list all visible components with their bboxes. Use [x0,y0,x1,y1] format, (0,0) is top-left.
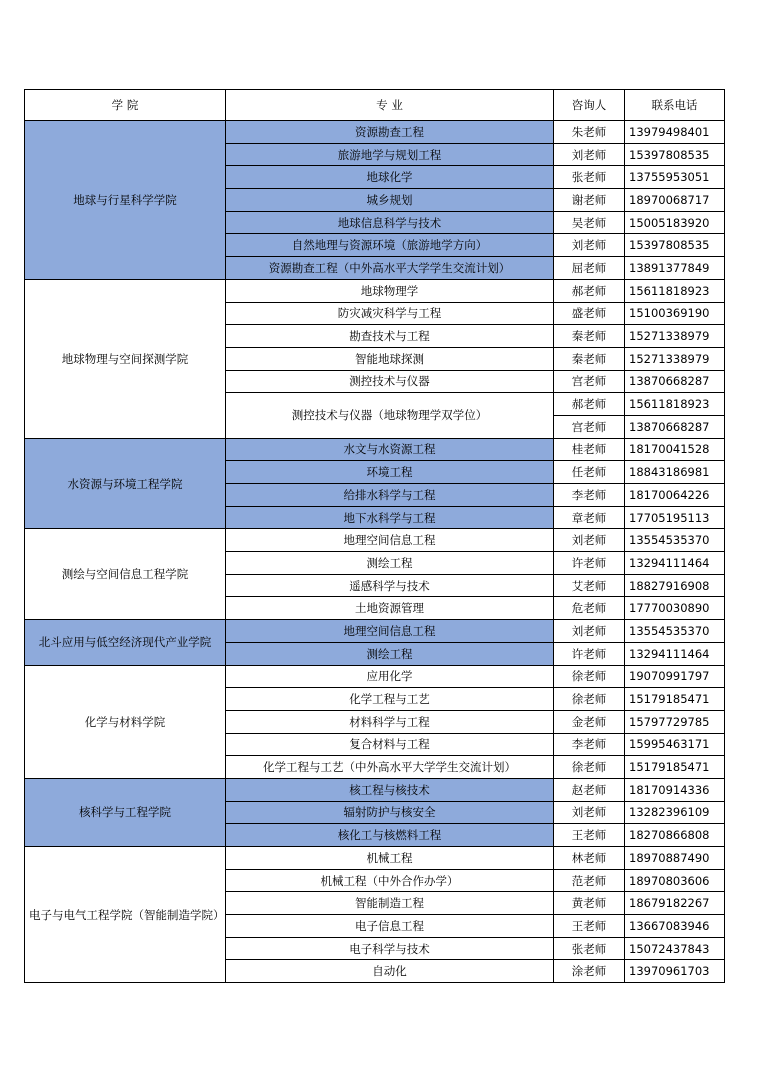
phone-cell: 15611818923 [625,279,725,302]
table-header-row [25,90,725,121]
contact-person-cell: 郝老师 [554,279,625,302]
phone-cell: 18970068717 [625,189,725,212]
major-cell: 旅游地学与规划工程 [226,143,554,166]
contact-person-cell: 任老师 [554,461,625,484]
phone-cell: 13870668287 [625,415,725,438]
phone-cell: 13294111464 [625,642,725,665]
contact-person-cell: 许老师 [554,642,625,665]
contact-person-cell: 郝老师 [554,393,625,416]
phone-cell: 13970961703 [625,960,725,983]
contact-person-cell: 张老师 [554,937,625,960]
major-cell: 遥感科学与技术 [226,574,554,597]
contact-person-cell: 徐老师 [554,688,625,711]
major-cell: 机械工程（中外合作办学） [226,869,554,892]
phone-cell: 13891377849 [625,257,725,280]
table-row [25,438,725,461]
major-cell: 勘查技术与工程 [226,325,554,348]
major-cell: 化学工程与工艺 [226,688,554,711]
phone-cell: 17770030890 [625,597,725,620]
contact-person-cell: 许老师 [554,552,625,575]
table-row [25,778,725,801]
college-cell: 地球物理与空间探测学院 [25,279,226,438]
phone-cell: 15005183920 [625,211,725,234]
phone-cell: 15611818923 [625,393,725,416]
table-row [25,847,725,870]
phone-cell: 13554535370 [625,620,725,643]
contact-person-cell: 秦老师 [554,325,625,348]
contact-person-cell: 桂老师 [554,438,625,461]
major-cell: 智能地球探测 [226,347,554,370]
phone-cell: 15179185471 [625,688,725,711]
contact-person-cell: 章老师 [554,506,625,529]
phone-cell: 19070991797 [625,665,725,688]
major-cell: 复合材料与工程 [226,733,554,756]
contact-person-cell: 刘老师 [554,234,625,257]
phone-cell: 18970887490 [625,847,725,870]
phone-cell: 15397808535 [625,234,725,257]
major-cell: 资源勘查工程 [226,121,554,144]
major-cell: 智能制造工程 [226,892,554,915]
contact-person-cell: 宫老师 [554,370,625,393]
contact-person-cell: 黄老师 [554,892,625,915]
major-cell: 测控技术与仪器（地球物理学双学位） [226,393,554,438]
college-cell: 测绘与空间信息工程学院 [25,529,226,620]
college-cell: 北斗应用与低空经济现代产业学院 [25,620,226,665]
major-cell: 测绘工程 [226,552,554,575]
contact-person-cell: 刘老师 [554,529,625,552]
college-cell: 地球与行星科学学院 [25,121,226,280]
phone-cell: 18679182267 [625,892,725,915]
college-cell: 核科学与工程学院 [25,778,226,846]
phone-cell: 13667083946 [625,915,725,938]
major-cell: 地球信息科学与技术 [226,211,554,234]
phone-cell: 15179185471 [625,756,725,779]
phone-cell: 15397808535 [625,143,725,166]
college-cell: 水资源与环境工程学院 [25,438,226,529]
phone-cell: 15797729785 [625,710,725,733]
phone-cell: 15100369190 [625,302,725,325]
major-cell: 防灾减灾科学与工程 [226,302,554,325]
major-cell: 自然地理与资源环境（旅游地学方向） [226,234,554,257]
phone-cell: 17705195113 [625,506,725,529]
table-row [25,529,725,552]
college-cell: 化学与材料学院 [25,665,226,778]
phone-cell: 13554535370 [625,529,725,552]
contact-person-cell: 李老师 [554,484,625,507]
contact-person-cell: 范老师 [554,869,625,892]
phone-cell: 18270866808 [625,824,725,847]
phone-cell: 15995463171 [625,733,725,756]
table-body [25,121,725,983]
header-college: 学 院 [25,90,226,121]
major-cell: 材料科学与工程 [226,710,554,733]
table-row [25,279,725,302]
phone-cell: 15072437843 [625,937,725,960]
major-cell: 地球物理学 [226,279,554,302]
major-cell: 应用化学 [226,665,554,688]
phone-cell: 13870668287 [625,370,725,393]
major-cell: 测控技术与仪器 [226,370,554,393]
contact-person-cell: 朱老师 [554,121,625,144]
major-cell: 土地资源管理 [226,597,554,620]
contact-person-cell: 林老师 [554,847,625,870]
contact-person-cell: 张老师 [554,166,625,189]
contact-person-cell: 谢老师 [554,189,625,212]
contact-person-cell: 刘老师 [554,143,625,166]
table-row [25,665,725,688]
contact-person-cell: 刘老师 [554,801,625,824]
contact-person-cell: 徐老师 [554,665,625,688]
major-cell: 机械工程 [226,847,554,870]
phone-cell: 13282396109 [625,801,725,824]
major-cell: 地理空间信息工程 [226,620,554,643]
major-cell: 城乡规划 [226,189,554,212]
major-cell: 核工程与核技术 [226,778,554,801]
phone-cell: 18170064226 [625,484,725,507]
major-cell: 地球化学 [226,166,554,189]
major-cell: 地下水科学与工程 [226,506,554,529]
college-cell: 电子与电气工程学院（智能制造学院） [25,847,226,983]
contact-person-cell: 危老师 [554,597,625,620]
major-cell: 给排水科学与工程 [226,484,554,507]
contact-person-cell: 李老师 [554,733,625,756]
contact-person-cell: 艾老师 [554,574,625,597]
major-cell: 自动化 [226,960,554,983]
phone-cell: 15271338979 [625,347,725,370]
contact-person-cell: 盛老师 [554,302,625,325]
phone-cell: 18170914336 [625,778,725,801]
major-cell: 地理空间信息工程 [226,529,554,552]
contact-person-cell: 赵老师 [554,778,625,801]
major-cell: 电子科学与技术 [226,937,554,960]
header-phone: 联系电话 [625,90,725,121]
phone-cell: 18827916908 [625,574,725,597]
major-cell: 资源勘查工程（中外高水平大学学生交流计划） [226,257,554,280]
contact-person-cell: 王老师 [554,915,625,938]
major-cell: 环境工程 [226,461,554,484]
contact-table [24,89,725,983]
phone-cell: 13294111464 [625,552,725,575]
contact-person-cell: 徐老师 [554,756,625,779]
major-cell: 辐射防护与核安全 [226,801,554,824]
phone-cell: 13755953051 [625,166,725,189]
major-cell: 电子信息工程 [226,915,554,938]
contact-person-cell: 屈老师 [554,257,625,280]
phone-cell: 13979498401 [625,121,725,144]
contact-person-cell: 王老师 [554,824,625,847]
contact-person-cell: 秦老师 [554,347,625,370]
contact-person-cell: 吴老师 [554,211,625,234]
phone-cell: 18170041528 [625,438,725,461]
contact-person-cell: 金老师 [554,710,625,733]
contact-person-cell: 刘老师 [554,620,625,643]
phone-cell: 15271338979 [625,325,725,348]
major-cell: 化学工程与工艺（中外高水平大学学生交流计划） [226,756,554,779]
phone-cell: 18970803606 [625,869,725,892]
contact-person-cell: 涂老师 [554,960,625,983]
phone-cell: 18843186981 [625,461,725,484]
table-row [25,121,725,144]
major-cell: 测绘工程 [226,642,554,665]
major-cell: 核化工与核燃料工程 [226,824,554,847]
contact-person-cell: 宫老师 [554,415,625,438]
header-person: 咨询人 [554,90,625,121]
header-major: 专 业 [226,90,554,121]
major-cell: 水文与水资源工程 [226,438,554,461]
table-row [25,620,725,643]
